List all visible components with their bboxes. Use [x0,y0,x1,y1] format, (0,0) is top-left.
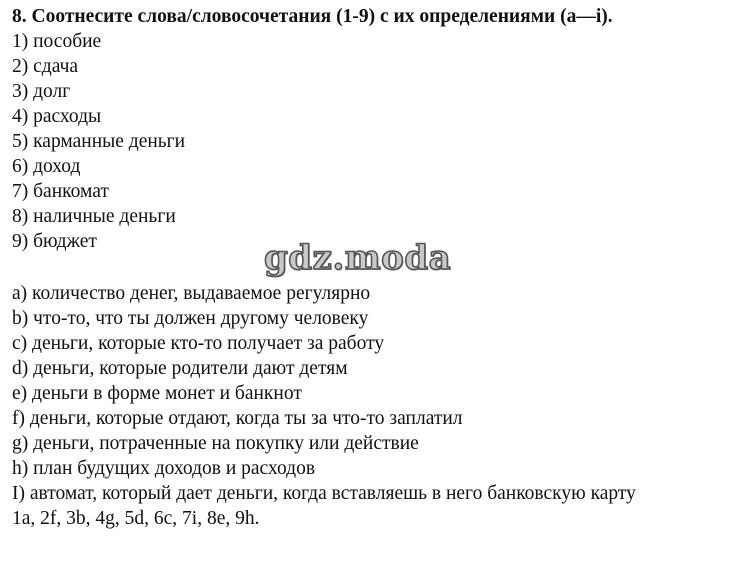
word-item: 3) долг [12,81,71,102]
word-item: 7) банкомат [12,181,109,202]
exercise-title: 8. Соотнесите слова/словосочетания (1-9) с их определениями (a—i). [12,6,613,27]
watermark-logo: gdz.moda [264,238,452,278]
word-item: 4) расходы [12,106,102,127]
word-item: 8) наличные деньги [12,206,176,227]
word-list [12,29,727,254]
word-item: 2) сдача [12,56,79,77]
answer-line: 1a, 2f, 3b, 4g, 5d, 6c, 7i, 8e, 9h. [12,508,260,529]
definition-item: f) деньги, которые отдают, когда ты за что-то заплатил [12,408,463,429]
word-item: 6) доход [12,156,81,177]
word-item: 9) бюджет [12,231,97,252]
definition-item: I) автомат, который дает деньги, когда вставляешь в него банковскую карту [12,483,636,504]
definition-item: d) деньги, которые родители дают детям [12,358,348,379]
word-item: 1) пособие [12,31,102,52]
definition-item: a) количество денег, выдаваемое регулярно [12,283,371,304]
definition-item: g) деньги, потраченные на покупку или действие [12,433,419,454]
definition-item: c) деньги, которые кто-то получает за работу [12,333,385,354]
word-item: 5) карманные деньги [12,131,186,152]
definition-list [12,281,727,506]
definition-item: h) план будущих доходов и расходов [12,458,316,479]
definition-item: b) что-то, что ты должен другому человеку [12,308,369,329]
definition-item: e) деньги в форме монет и банкнот [12,383,302,404]
